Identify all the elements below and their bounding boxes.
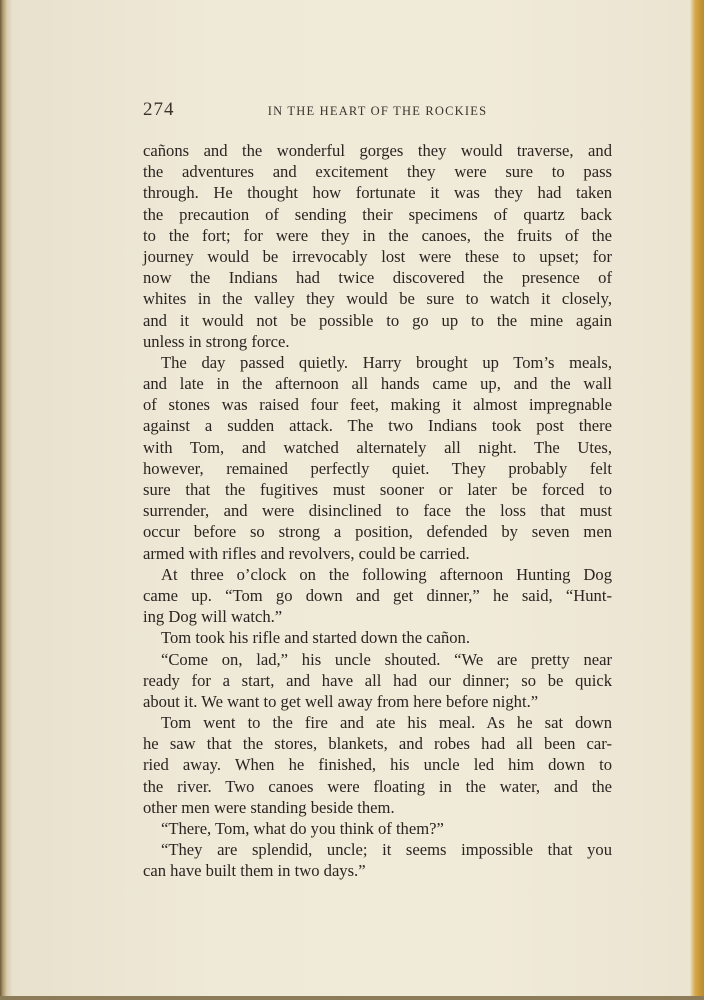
text-line: “There, Tom, what do you think of them?” xyxy=(161,819,444,838)
text-line: ing Dog will watch.” xyxy=(143,607,283,627)
text-line: other men were standing beside them. xyxy=(143,797,395,817)
text-line: can have built them in two days.” xyxy=(143,861,366,881)
text-line: he saw that the stores, blankets, and robes had all been car- xyxy=(143,734,612,754)
text-line: through. He thought how fortunate it was they had taken xyxy=(143,183,612,203)
text-line: and late in the afternoon all hands came up, and the wall xyxy=(143,374,612,394)
text-line: with Tom, and watched alternately all night. The Utes, xyxy=(143,437,612,457)
page-edge xyxy=(690,0,704,1000)
text-line: The day passed quietly. Harry brought up Tom’s meals, xyxy=(161,352,612,372)
binding-edge xyxy=(0,0,12,1000)
text-line: now the Indians had twice discovered the presence of xyxy=(143,268,612,288)
text-line: Tom went to the fire and ate his meal. As he sat down xyxy=(161,713,612,733)
text-line: the adventures and excitement they were sure to pass xyxy=(143,162,612,182)
text-line: ried away. When he finished, his uncle led him down to xyxy=(143,755,612,775)
text-line: the precaution of sending their specimens of quartz back xyxy=(143,204,612,224)
page-number: 274 xyxy=(143,99,175,120)
body-text xyxy=(143,140,612,882)
text-line: the river. Two canoes were floating in the water, and the xyxy=(143,776,612,796)
text-line: cañons and the wonderful gorges they would traverse, and xyxy=(143,141,612,160)
text-line: whites in the valley they would be sure to watch it closely, xyxy=(143,289,612,309)
bottom-edge xyxy=(0,996,704,1000)
text-line: occur before so strong a position, defended by seven men xyxy=(143,522,612,542)
text-line: of stones was raised four feet, making it almost impregnable xyxy=(143,395,612,415)
text-line: against a sudden attack. The two Indians took post there xyxy=(143,416,612,436)
text-line: armed with rifles and revolvers, could be carried. xyxy=(143,543,470,563)
text-line: journey would be irrevocably lost were these to upset; for xyxy=(143,246,612,266)
text-line: and it would not be possible to go up to the mine again xyxy=(143,310,612,330)
text-line: ready for a start, and have all had our dinner; so be quick xyxy=(143,670,612,690)
text-line: however, remained perfectly quiet. They probably felt xyxy=(143,458,612,478)
running-title: IN THE HEART OF THE ROCKIES xyxy=(267,104,488,118)
text-line: “Come on, lad,” his uncle shouted. “We are pretty near xyxy=(161,649,612,669)
text-line: came up. “Tom go down and get dinner,” he said, “Hunt- xyxy=(143,585,612,605)
text-line: to the fort; for were they in the canoes, the fruits of the xyxy=(143,225,612,245)
text-line: At three o’clock on the following afternoon Hunting Dog xyxy=(161,564,612,584)
text-line: “They are splendid, uncle; it seems impossible that you xyxy=(161,840,612,860)
page-header xyxy=(143,99,612,123)
text-line: sure that the fugitives must sooner or later be forced to xyxy=(143,480,612,499)
text-line: about it. We want to get well away from here before night.” xyxy=(143,691,539,711)
text-line: unless in strong force. xyxy=(143,331,290,351)
text-line: surrender, and were disinclined to face the loss that must xyxy=(143,501,612,521)
text-line: Tom took his rifle and started down the cañon. xyxy=(161,628,470,648)
